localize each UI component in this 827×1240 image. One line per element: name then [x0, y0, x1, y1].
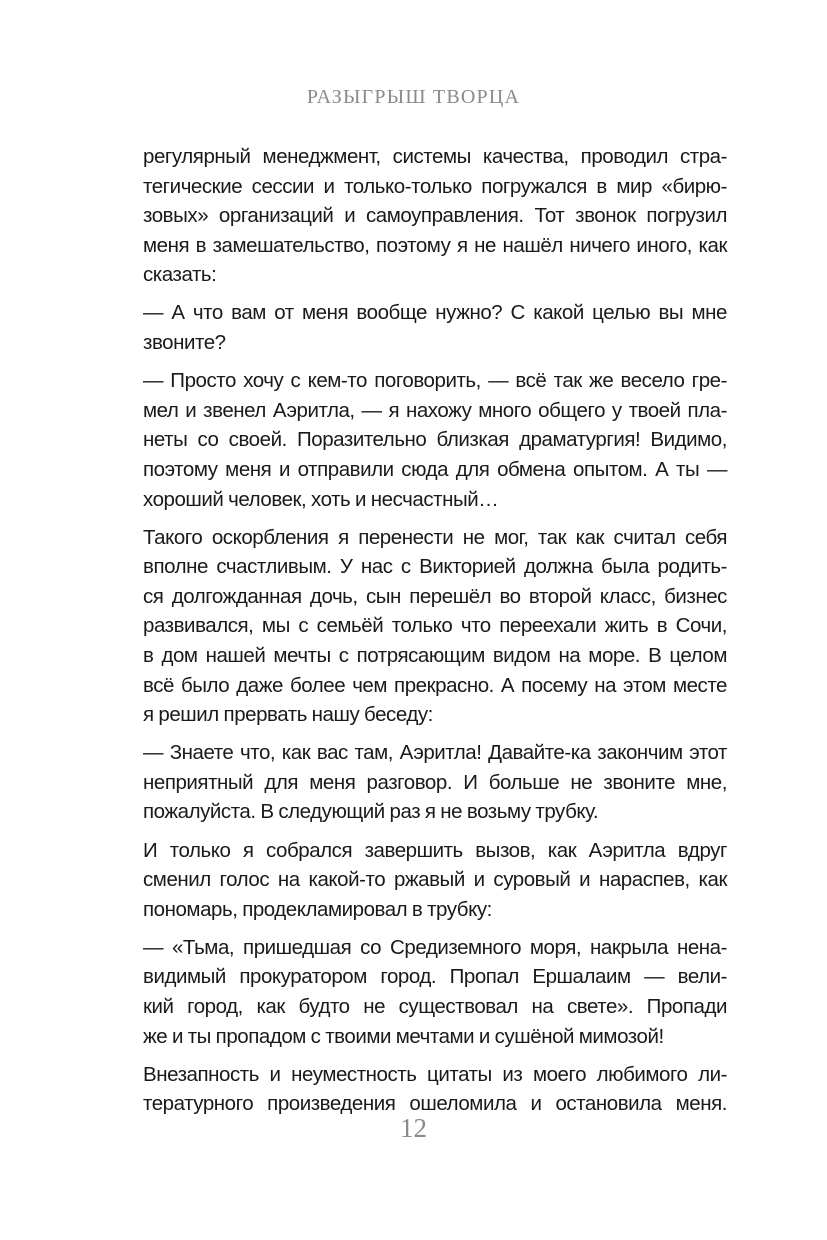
- text-line: сказать:: [143, 263, 217, 287]
- text-line: — «Тьма, пришедшая со Средиземного моря, накрыла нена-: [143, 935, 727, 959]
- text-line: тературного произведения ошеломила и остановила меня.: [143, 1092, 727, 1116]
- paragraph: [143, 142, 727, 290]
- text-line: — А что вам от меня вообще нужно? С какой целью вы мне: [143, 301, 727, 325]
- paragraph: [143, 523, 727, 730]
- text-line: — Знаете что, как вас там, Аэритла! Давайте-ка закончим этот: [143, 741, 727, 765]
- text-line: неты со своей. Поразительно близкая драматургия! Видимо,: [143, 428, 727, 452]
- text-line: же и ты пропадом с твоими мечтами и сушёной мимозой!: [143, 1024, 664, 1048]
- text-line: в дом нашей мечты с потрясающим видом на море. В целом: [143, 644, 727, 667]
- text-line: пономарь, продекламировал в трубку:: [143, 897, 492, 921]
- text-line: регулярный менеджмент, системы качества, проводил стра-: [143, 145, 727, 168]
- text-line: кий город, как будто не существовал на свете». Пропади: [143, 995, 727, 1019]
- text-line: меня в замешательство, поэтому я не нашёл ничего иного, как: [143, 233, 727, 257]
- text-line: И только я собрался завершить вызов, как Аэритла вдруг: [143, 838, 727, 862]
- paragraph: [143, 1060, 727, 1119]
- text-line: развивался, мы с семьёй только что переехали жить в Сочи,: [143, 614, 727, 638]
- text-line: вполне счастливым. У нас с Викторией должна была родить-: [143, 555, 727, 579]
- text-line: мел и звенел Аэритла, — я нахожу много общего у твоей пла-: [143, 398, 727, 422]
- text-line: звоните?: [143, 331, 226, 355]
- paragraph: [143, 836, 727, 925]
- text-line: сменил голос на какой-то ржавый и суровый и нараспев, как: [143, 868, 727, 892]
- text-line: всё было даже более чем прекрасно. А посему на этом месте: [143, 673, 727, 697]
- text-line: пожалуйста. В следующий раз я не возьму трубку.: [143, 800, 599, 824]
- paragraph: [143, 298, 727, 357]
- text-line: неприятный для меня разговор. И больше не звоните мне,: [143, 770, 727, 794]
- paragraph: [143, 366, 727, 514]
- running-title: РАЗЫГРЫШ ТВОРЦА: [306, 86, 521, 108]
- text-line: видимый прокуратором город. Пропал Ершалаим — вели-: [143, 965, 727, 989]
- text-line: я решил прервать нашу беседу:: [143, 703, 433, 727]
- paragraph: [143, 738, 727, 827]
- text-line: ся долгожданная дочь, сын перешёл во второй класс, бизнес: [143, 584, 727, 608]
- text-line: тегические сессии и только-только погружался в мир «бирю-: [143, 174, 727, 198]
- text-line: зовых» организаций и самоуправления. Тот звонок погрузил: [143, 204, 727, 228]
- text-line: Такого оскорбления я перенести не мог, так как считал себя: [143, 525, 727, 549]
- text-line: поэтому меня и отправили сюда для обмена опытом. А ты —: [143, 457, 727, 481]
- text-line: — Просто хочу с кем-то поговорить, — всё так же весело гре-: [143, 369, 727, 393]
- paragraph: [143, 933, 727, 1051]
- text-line: хороший человек, хоть и несчастный…: [143, 487, 499, 511]
- page-number: 12: [400, 1113, 427, 1143]
- body-text: [143, 142, 727, 1127]
- text-line: Внезапность и неуместность цитаты из моего любимого ли-: [143, 1062, 727, 1086]
